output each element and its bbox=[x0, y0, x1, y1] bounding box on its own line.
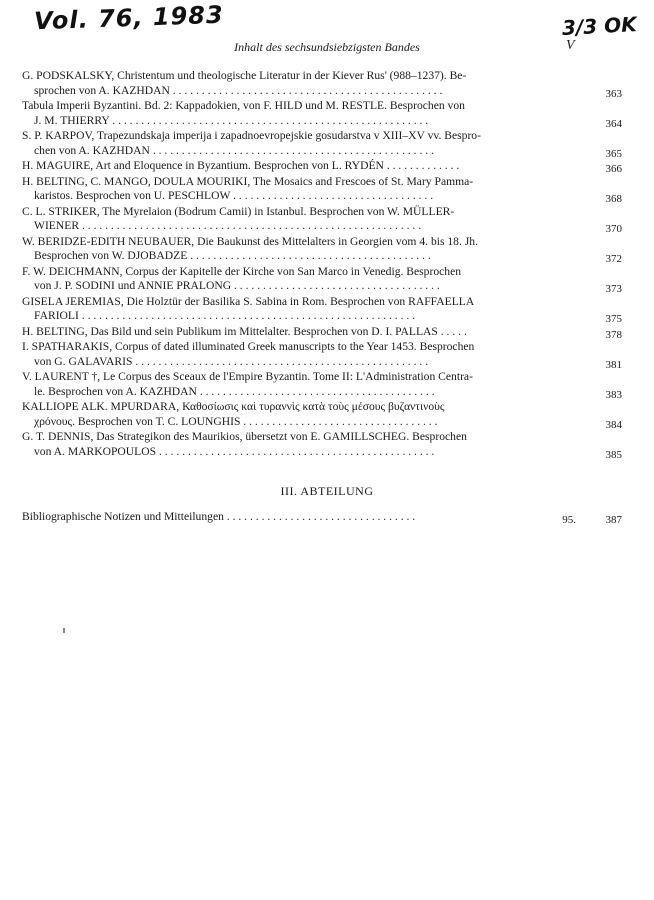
entry-line: sprochen von A. KAZHDAN . . . . . . . . . . . . . . . . . . . . . . . . . . . . . . . . . . . . . . . . . . . . . . . bbox=[34, 83, 443, 97]
entry-line: W. BERIDZE-EDITH NEUBAUER, Die Baukunst des Mittelalters in Georgien vom 4. bis 18. Jh. bbox=[22, 234, 478, 248]
entry-page: 378 bbox=[605, 328, 622, 341]
toc-entry bbox=[22, 325, 622, 340]
entry-line: FARIOLI . . . . . . . . . . . . . . . . . . . . . . . . . . . . . . . . . . . . . . . . . . . . . . . . . . . . . . . . . . bbox=[34, 309, 416, 322]
bibliography-page: 387 bbox=[605, 514, 622, 526]
section-heading: III. ABTEILUNG bbox=[280, 484, 374, 498]
entry-page: 383 bbox=[605, 388, 622, 401]
entry-page: 384 bbox=[605, 418, 622, 431]
handwritten-volume-note: Vol. 76, 1983 bbox=[33, 0, 225, 36]
toc-entry bbox=[22, 235, 622, 264]
page-number-roman: V bbox=[566, 38, 575, 53]
entry-page: 363 bbox=[605, 87, 622, 100]
toc-entry bbox=[22, 99, 622, 128]
toc-entry bbox=[22, 340, 622, 369]
entry-page: 365 bbox=[605, 147, 622, 160]
entry-line: V. LAURENT †, Le Corpus des Sceaux de l'Empire Byzantin. Tome II: L'Administration Centra- bbox=[22, 370, 473, 383]
entry-line: chen von A. KAZHDAN . . . . . . . . . . . . . . . . . . . . . . . . . . . . . . . . . . . . . . . . . . . . . . . . . bbox=[34, 143, 434, 157]
entry-line: H. MAGUIRE, Art and Eloquence in Byzantium. Besprochen von L. RYDÉN . . . . . . . . . . . . . bbox=[22, 159, 460, 172]
entry-page: 364 bbox=[605, 117, 622, 130]
entry-line: von G. GALAVARIS . . . . . . . . . . . . . . . . . . . . . . . . . . . . . . . . . . . . . . . . . . . . . . . . . . . bbox=[34, 354, 429, 368]
entry-page: 366 bbox=[605, 163, 622, 175]
toc-entry bbox=[22, 69, 622, 98]
entry-line: F. W. DEICHMANN, Corpus der Kapitelle der Kirche von San Marco in Venedig. Besprochen bbox=[22, 264, 462, 278]
toc-entry bbox=[22, 159, 622, 174]
entry-line: S. P. KARPOV, Trapezundskaja imperija i zapadnoevropejskie gosudarstva v XIII–XV vv. Bespro- bbox=[22, 129, 481, 142]
toc-entry bbox=[22, 430, 622, 459]
bibliography-label: Bibliographische Notizen und Mitteilungen . . . . . . . . . . . . . . . . . . . . . . . . . . . . . . . . . bbox=[22, 510, 416, 523]
entry-line: Besprochen von W. DJOBADZE . . . . . . . . . . . . . . . . . . . . . . . . . . . . . . . . . . . . . . . . . . bbox=[34, 249, 431, 262]
entry-line: G. PODSKALSKY, Christentum und theologische Literatur in der Kiever Rus' (988–1237). Be- bbox=[22, 69, 467, 82]
running-title: Inhalt des sechsundsiebzigsten Bandes bbox=[234, 40, 420, 54]
entry-line: I. SPATHARAKIS, Corpus of dated illuminated Greek manuscripts to the Year 1453. Besprochen bbox=[22, 340, 475, 353]
entry-line: C. L. STRIKER, The Myrelaion (Bodrum Camii) in Istanbul. Besprochen von W. MÜLLER- bbox=[22, 204, 455, 218]
entry-line: von J. P. SODINI und ANNIE PRALONG . . . . . . . . . . . . . . . . . . . . . . . . . . . . . . . . . . . . bbox=[34, 279, 440, 292]
handwritten-corner-note: 3/3 OK bbox=[561, 12, 638, 40]
entry-line: H. BELTING, C. MANGO, DOULA MOURIKI, The Mosaics and Frescoes of St. Mary Pamma- bbox=[22, 174, 474, 188]
entry-page: 368 bbox=[605, 193, 622, 205]
toc-entry bbox=[22, 295, 622, 324]
entry-page: 370 bbox=[605, 223, 622, 235]
entry-line: χρόνους. Besprochen von T. C. LOUNGHIS . . . . . . . . . . . . . . . . . . . . . . . . . . . . . . . . . . bbox=[34, 414, 438, 428]
entry-page: 373 bbox=[605, 283, 622, 295]
toc-entry bbox=[22, 400, 622, 429]
entry-line: J. M. THIERRY . . . . . . . . . . . . . . . . . . . . . . . . . . . . . . . . . . . . . . . . . . . . . . . . . . . . . . . bbox=[34, 113, 429, 127]
entry-line: G. T. DENNIS, Das Strategikon des Maurikios, übersetzt von E. GAMILLSCHEG. Besprochen bbox=[22, 430, 467, 443]
entry-page: 385 bbox=[605, 448, 622, 461]
entry-line: von A. MARKOPOULOS . . . . . . . . . . . . . . . . . . . . . . . . . . . . . . . . . . . . . . . . . . . . . . . . bbox=[34, 444, 435, 458]
entry-line: GISELA JEREMIAS, Die Holztür der Basilika S. Sabina in Rom. Besprochen von RAFFAELLA bbox=[22, 294, 475, 308]
paper-speck bbox=[63, 628, 65, 633]
toc-entry bbox=[22, 175, 622, 204]
entry-line: karistos. Besprochen von U. PESCHLOW . . . . . . . . . . . . . . . . . . . . . . . . . . . . . . . . . . . bbox=[34, 189, 434, 202]
bibliography-entry bbox=[22, 510, 622, 525]
entry-line: WIENER . . . . . . . . . . . . . . . . . . . . . . . . . . . . . . . . . . . . . . . . . . . . . . . . . . . . . . . . . . . bbox=[34, 219, 422, 232]
entry-page: 375 bbox=[605, 313, 622, 325]
bibliography-secondary-page: 95. bbox=[562, 514, 576, 526]
toc-entry bbox=[22, 205, 622, 234]
toc-entry bbox=[22, 370, 622, 399]
entry-line: Tabula Imperii Byzantini. Bd. 2: Kappadokien, von F. HILD und M. RESTLE. Besprochen von bbox=[22, 99, 465, 112]
entry-page: 381 bbox=[605, 358, 622, 371]
entry-line: le. Besprochen von A. KAZHDAN . . . . . . . . . . . . . . . . . . . . . . . . . . . . . . . . . . . . . . . . . bbox=[34, 384, 435, 398]
entry-line: KALLIOPE ALK. MPURDARA, Καθοσίωσις καὶ τυραννὶς κατὰ τοὺς μέσους βυζαντινοὺς bbox=[22, 400, 445, 413]
toc-entry bbox=[22, 265, 622, 294]
toc-entry bbox=[22, 129, 622, 158]
table-of-contents bbox=[22, 69, 622, 460]
entry-line: H. BELTING, Das Bild und sein Publikum im Mittelalter. Besprochen von D. I. PALLAS . . . . . bbox=[22, 324, 467, 338]
entry-page: 372 bbox=[605, 253, 622, 265]
